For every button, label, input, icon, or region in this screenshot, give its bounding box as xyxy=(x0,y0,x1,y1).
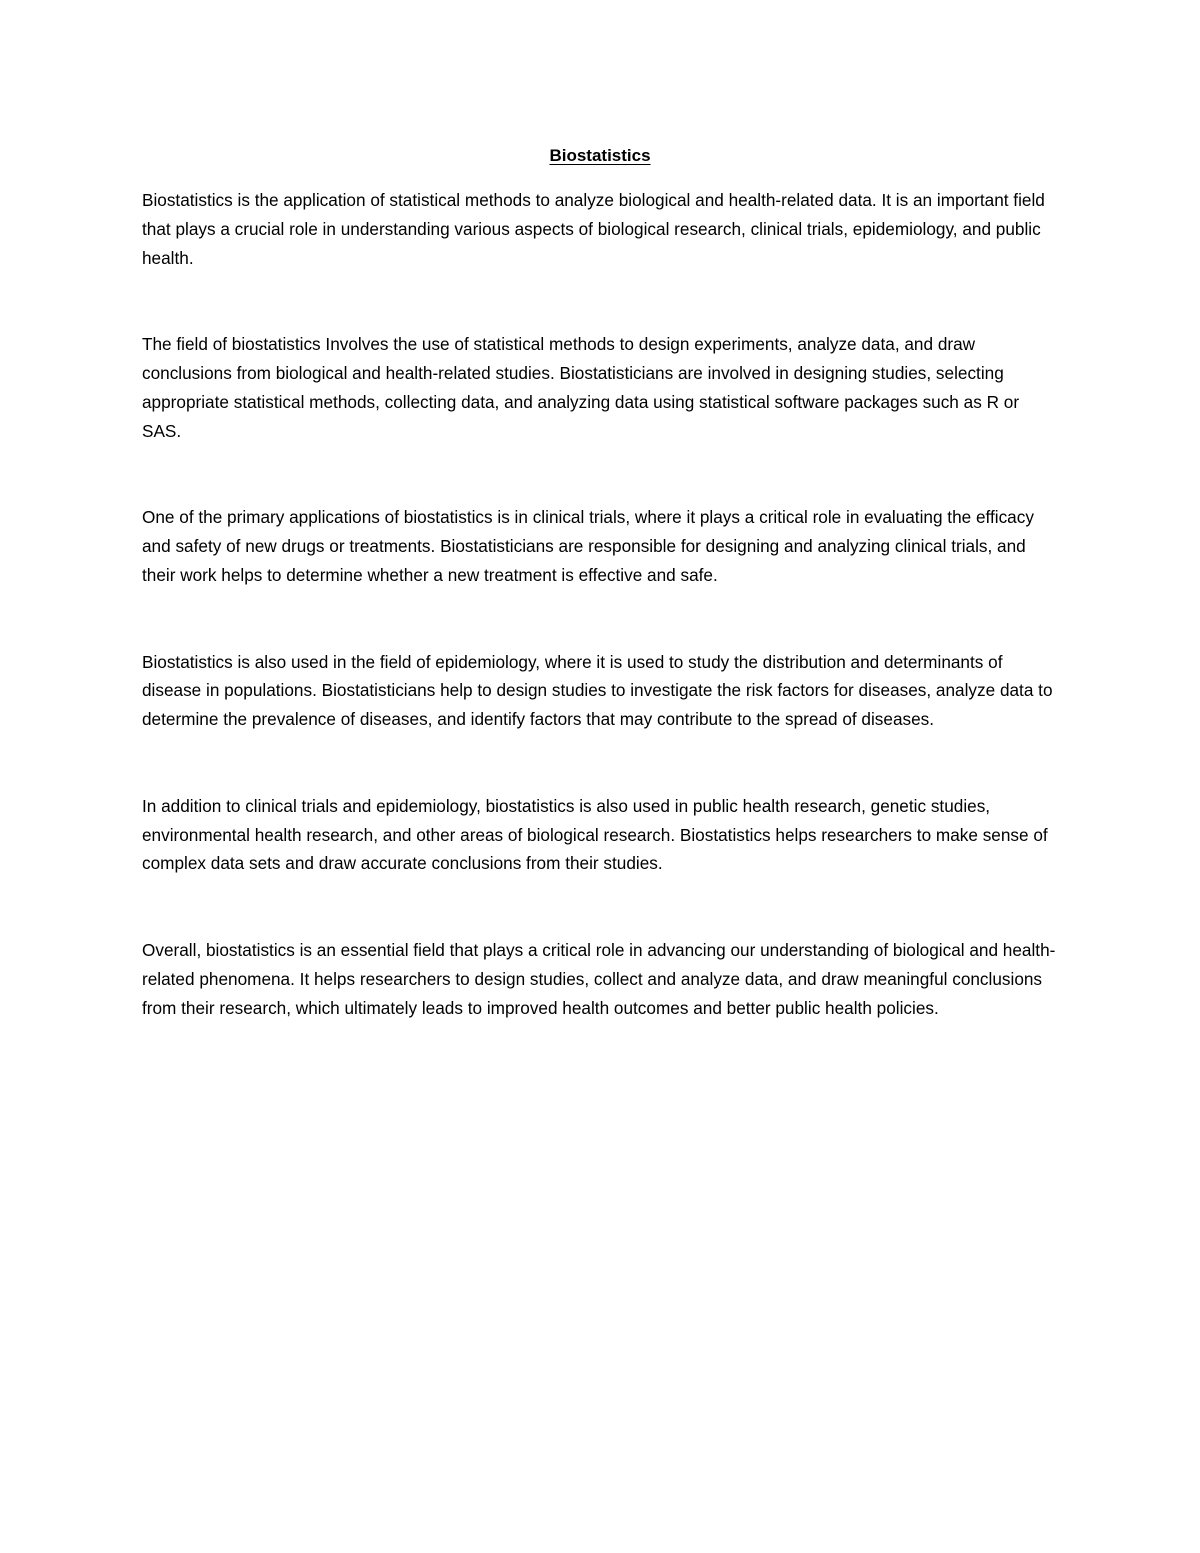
paragraph-clinical-trials: One of the primary applications of biostatistics is in clinical trials, where it plays a critical role in evaluating the efficacy and safety of new drugs or treatments. Biostatisticians are responsible for designing and analyzing clinical trials, and their work helps to determine whether a new treatment is effective and safe. xyxy=(142,507,1034,585)
document-body xyxy=(142,186,1062,1022)
paragraph-introduction: Biostatistics is the application of statistical methods to analyze biological and health-related data. It is an important field that plays a crucial role in understanding various aspects of biological research, clinical trials, epidemiology, and public health. xyxy=(142,190,1045,268)
paragraph-epidemiology: Biostatistics is also used in the field of epidemiology, where it is used to study the distribution and determinants of disease in populations. Biostatisticians help to design studies to investigate the risk factors for diseases, analyze data to determine the prevalence of diseases, and identify factors that may contribute to the spread of diseases. xyxy=(142,651,1053,729)
paragraph-field-overview: The field of biostatistics Involves the use of statistical methods to design experiments, analyze data, and draw conclusions from biological and health-related studies. Biostatisticians are involved in designing studies, selecting appropriate statistical methods, collecting data, and analyzing data using statistical software packages such as R or SAS. xyxy=(142,334,1020,441)
paragraph-conclusion: Overall, biostatistics is an essential field that plays a critical role in advancing our understanding of biological and health-related phenomena. It helps researchers to design studies, collect and analyze data, and draw meaningful conclusions from their research, which ultimately leads to improved health outcomes and better public health policies. xyxy=(142,940,1056,1018)
document-title: Biostatistics xyxy=(549,146,651,165)
paragraph-other-areas: In addition to clinical trials and epidemiology, biostatistics is also used in public health research, genetic studies, environmental health research, and other areas of biological research. Biostatistics helps researchers to make sense of complex data sets and draw accurate conclusions from their studies. xyxy=(142,795,1048,874)
